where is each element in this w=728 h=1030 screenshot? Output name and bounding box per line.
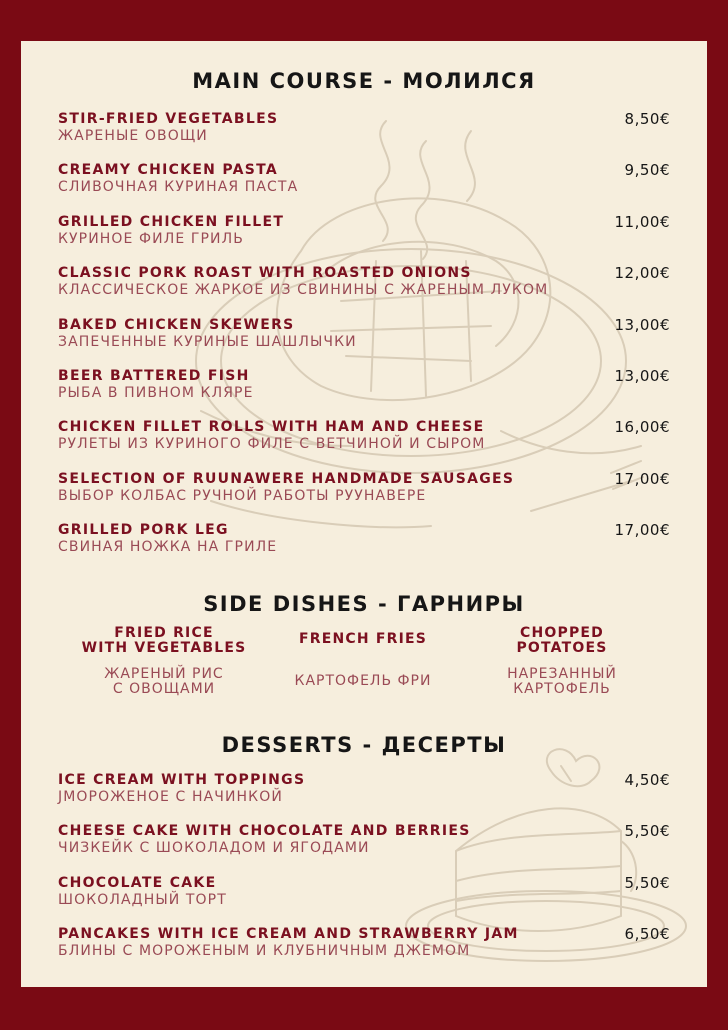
menu-item [58, 772, 670, 806]
item-price: 17,00€ [614, 470, 670, 488]
item-name: SELECTION OF RUUNAWERE HANDMADE SAUSAGES [58, 471, 515, 487]
menu-item [58, 522, 670, 556]
item-name: CHOCOLATE CAKE [58, 875, 217, 891]
item-price: 5,50€ [624, 874, 670, 892]
side-dish-translation-block [462, 667, 662, 697]
item-translation: СЛИВОЧНАЯ КУРИНАЯ ПАСТА [58, 179, 299, 195]
side-dish-translation: ЖАРЕНЫЙ РИС С ОВОЩАМИ [104, 666, 224, 697]
side-dish-translation-block [263, 674, 463, 689]
menu-item [58, 875, 670, 909]
item-price: 13,00€ [614, 316, 670, 334]
menu-item [58, 111, 670, 145]
item-price: 13,00€ [614, 367, 670, 385]
item-translation: JМОРОЖЕНОЕ С НАЧИНКОЙ [58, 789, 283, 805]
menu-item [58, 214, 670, 248]
item-price: 9,50€ [624, 161, 670, 179]
item-name: PANCAKES WITH ICE CREAM AND STRAWBERRY JAM [58, 926, 519, 942]
item-price: 11,00€ [614, 213, 670, 231]
item-name: ICE CREAM WITH TOPPINGS [58, 772, 306, 788]
item-price: 16,00€ [614, 418, 670, 436]
side-dish-translation-block [64, 667, 264, 697]
item-translation: ЧИЗКЕЙК С ШОКОЛАДОМ И ЯГОДАМИ [58, 840, 370, 856]
menu-item [58, 926, 670, 960]
item-translation: ЗАПЕЧЕННЫЕ КУРИНЫЕ ШАШЛЫЧКИ [58, 334, 357, 350]
item-name: GRILLED PORK LEG [58, 522, 229, 538]
item-translation: РЫБА В ПИВНОМ КЛЯРЕ [58, 385, 254, 401]
side-dish-translation: НАРЕЗАННЫЙ КАРТОФЕЛЬ [507, 666, 617, 697]
item-translation: ЖАРЕНЫЕ ОВОЩИ [58, 128, 208, 144]
item-translation: РУЛЕТЫ ИЗ КУРИНОГО ФИЛЕ С ВЕТЧИНОЙ И СЫРОМ [58, 436, 486, 452]
desserts-title: DESSERTS - ДЕСЕРТЫ [221, 733, 507, 757]
side-dish [263, 632, 463, 647]
menu-card [21, 41, 707, 987]
item-translation: ШОКОЛАДНЫЙ ТОРТ [58, 892, 227, 908]
item-name: GRILLED CHICKEN FILLET [58, 214, 285, 230]
side-dish-name: FRENCH FRIES [298, 631, 428, 647]
item-name: CHICKEN FILLET ROLLS WITH HAM AND CHEESE [58, 419, 485, 435]
item-price: 6,50€ [624, 925, 670, 943]
side-dish [64, 626, 264, 656]
item-name: CHEESE CAKE WITH CHOCOLATE AND BERRIES [58, 823, 471, 839]
item-price: 12,00€ [614, 264, 670, 282]
side-dish [462, 626, 662, 656]
item-translation: ВЫБОР КОЛБАС РУЧНОЙ РАБОТЫ РУУНАВЕРЕ [58, 488, 427, 504]
menu-item [58, 265, 670, 299]
side-dishes-title: SIDE DISHES - ГАРНИРЫ [203, 592, 525, 616]
item-price: 4,50€ [624, 771, 670, 789]
main-course-title: MAIN COURSE - МОЛИЛСЯ [192, 69, 536, 93]
item-price: 8,50€ [624, 110, 670, 128]
item-name: BAKED CHICKEN SKEWERS [58, 317, 295, 333]
menu-item [58, 317, 670, 351]
item-translation: СВИНАЯ НОЖКА НА ГРИЛЕ [58, 539, 278, 555]
item-price: 17,00€ [614, 521, 670, 539]
item-translation: КУРИНОЕ ФИЛЕ ГРИЛЬ [58, 231, 244, 247]
item-name: CLASSIC PORK ROAST WITH ROASTED ONIONS [58, 265, 472, 281]
menu-item [58, 368, 670, 402]
menu-item [58, 823, 670, 857]
item-price: 5,50€ [624, 822, 670, 840]
item-name: STIR-FRIED VEGETABLES [58, 111, 279, 127]
menu-item [58, 162, 670, 196]
item-translation: КЛАССИЧЕСКОЕ ЖАРКОЕ ИЗ СВИНИНЫ С ЖАРЕНЫМ ЛУКОМ [58, 282, 549, 298]
side-dish-name: CHOPPED POTATOES [516, 625, 608, 656]
item-name: BEER BATTERED FISH [58, 368, 250, 384]
menu-item [58, 419, 670, 453]
menu-item [58, 471, 670, 505]
side-dish-name: FRIED RICE WITH VEGETABLES [81, 625, 247, 656]
item-name: CREAMY CHICKEN PASTA [58, 162, 279, 178]
side-dish-translation: КАРТОФЕЛЬ ФРИ [294, 673, 432, 689]
item-translation: БЛИНЫ С МОРОЖЕНЫМ И КЛУБНИЧНЫМ ДЖЕМОМ [58, 943, 471, 959]
